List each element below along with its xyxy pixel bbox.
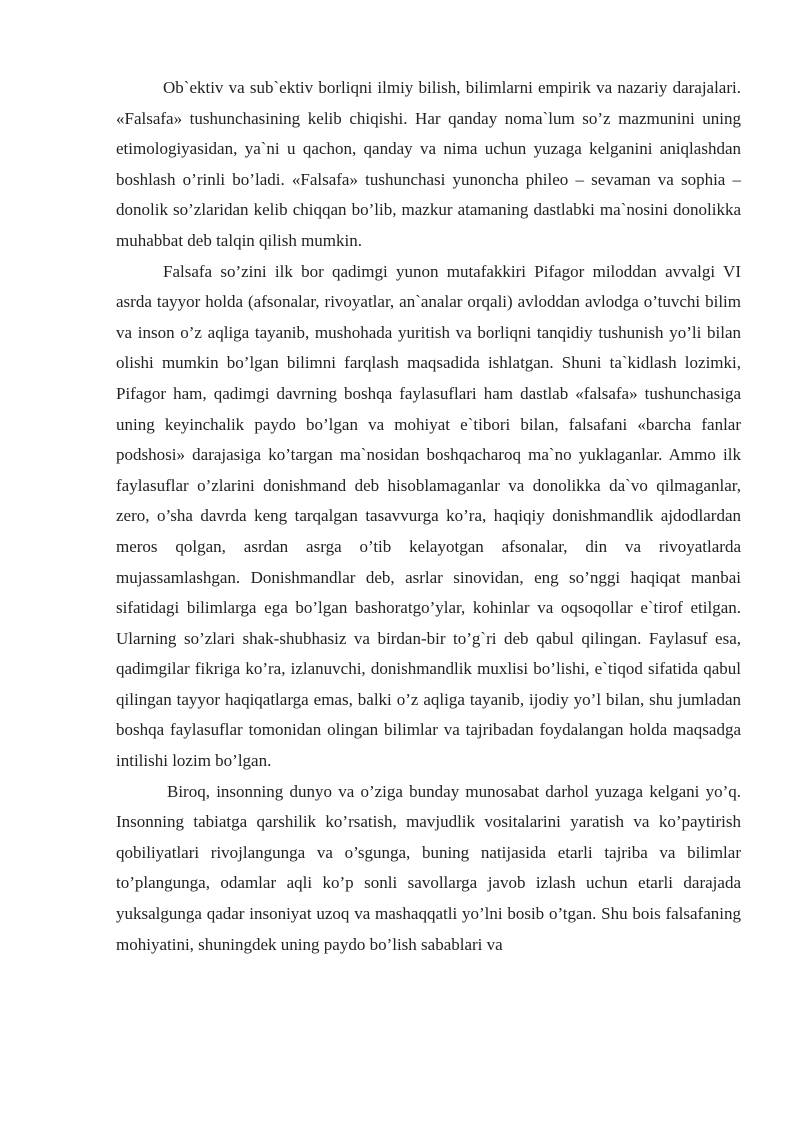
paragraph-2: Falsafa so’zini ilk bor qadimgi yunon mutafakkiri Pifagor miloddan avvalgi VI asrda tayyor holda (afsonalar, rivoyatlar, an`analar orqali) avloddan avlodga o’tuvchi bilim va inson o’z aqliga tayanib, mushohada yuritish va borliqni tanqidiy tushunish yo’li bilan olishi mumkin bo’lgan bilimni farqlash maqsadida ishlatgan. Shuni ta`kidlash lozimki, Pifagor ham, qadimgi davrning boshqa faylasuflari ham dastlab «falsafa» tushunchasiga uning keyinchalik paydo bo’lgan va mohiyat e`tibori bilan, falsafani «barcha fanlar podshosi» darajasiga ko’targan ma`nosidan boshqacharoq ma`no yuklaganlar. Ammo ilk faylasuflar o’zlarini donishmand deb hisoblamaganlar va donolikka da`vo qilmaganlar, zero, o’sha davrda keng tarqalgan tasavvurga ko’ra, haqiqiy donishmandlik ajdodlardan meros qolgan, asrdan asrga o’tib kelayotgan afsonalar, din va rivoyatlarda mujassamlashgan. Donishmandlar deb, asrlar sinovidan, eng so’nggi haqiqat manbai sifatidagi bilimlarga ega bo’lgan bashoratgo’ylar, kohinlar va oqsoqollar e`tirof etilgan. Ularning so’zlari shak-shubhasiz va birdan-bir to’g`ri deb qabul qilingan. Faylasuf esa, qadimgilar fikriga ko’ra, izlanuvchi, donishmandlik muxlisi bo’lishi, e`tiqod sifatida qabul qilingan tayyor haqiqatlarga emas, balki o’z aqliga tayanib, ijodiy yo’l bilan, shu jumladan boshqa faylasuflar tomonidan olingan bilimlar va tajribadan foydalangan holda maqsadga intilishi lozim bo’lgan. xyxy=(116,261,741,771)
paragraph-3: Biroq, insonning dunyo va o’ziga bunday munosabat darhol yuzaga kelgani yo’q. Insonning tabiatga qarshilik ko’rsatish, mavjudlik vositalarini yaratish va ko’paytirish qobiliyatlari rivojlangunga va o’sgunga, buning natijasida etarli tajriba va bilimlar to’plangunga, odamlar aqli ko’p sonli savollarga javob izlash uchun etarli darajada yuksalgunga qadar insoniyat uzoq va mashaqqatli yo’lni bosib o’tgan. Shu bois falsafaning mohiyatini, shuningdek uning paydo bo’lish sabablari va xyxy=(116,781,741,954)
body-text xyxy=(116,73,741,960)
paragraph-1: Ob`ektiv va sub`ektiv borliqni ilmiy bilish, bilimlarni empirik va nazariy darajalari. «Falsafa» tushunchasining kelib chiqishi. Har qanday noma`lum so’z mazmunini uning etimologiyasidan, ya`ni u qachon, qanday va nima uchun yuzaga kelganini aniqlashdan boshlash o’rinli bo’ladi. «Falsafa» tushunchasi yunoncha phileo – sevaman va sophia – donolik so’zlaridan kelib chiqqan bo’lib, mazkur atamaning dastlabki ma`nosini donolikka muhabbat deb talqin qilish mumkin. xyxy=(116,78,741,250)
